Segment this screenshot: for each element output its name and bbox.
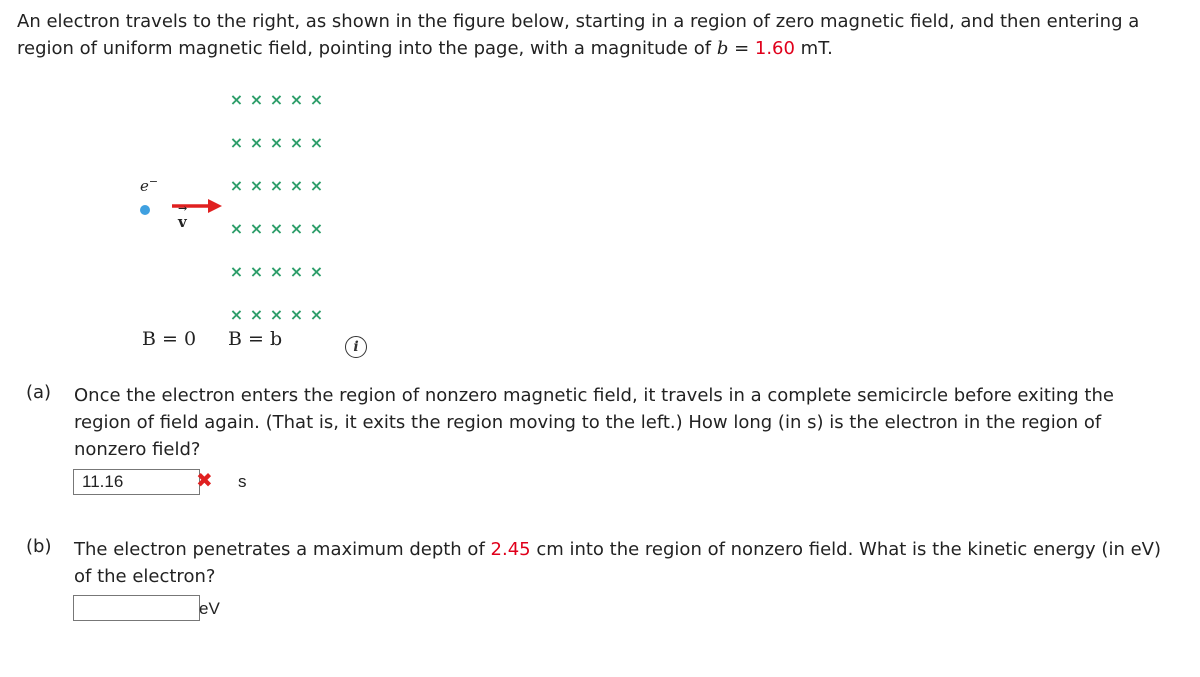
field-into-page-icon: × [289,262,307,281]
field-into-page-icon: × [249,305,267,324]
problem-intro [17,8,1192,62]
field-into-page-icon: × [309,90,327,109]
field-into-page-icon: × [229,219,247,238]
part-b-label: (b) [26,536,52,557]
field-into-page-icon: × [309,133,327,152]
part-a-answer-input[interactable]: 11.16 [73,469,200,495]
velocity-label: → v [178,202,188,231]
field-into-page-icon: × [269,133,287,152]
equals-sign: = [728,38,755,59]
left-region-label: B = 0 [142,328,197,350]
field-into-page-icon: × [309,305,327,324]
intro-text: An electron travels to the right, as shown in the figure below, starting in a region of zero magnetic field, and then entering a region of uniform magnetic field, pointing into the page, with a magnitude of [17,11,1140,59]
part-b-unit: eV [199,599,220,618]
part-a-question: Once the electron enters the region of nonzero magnetic field, it travels in a complete semicircle before exiting the region of field again. (That is, it exits the region moving to the left.) How long (in s) is the electron in the region of nonzero field? [74,385,1114,460]
field-into-page-icon: × [249,133,267,152]
field-into-page-icon: × [229,262,247,281]
info-icon[interactable]: i [345,336,367,358]
field-into-page-icon: × [229,90,247,109]
part-a-label: (a) [26,382,52,403]
field-into-page-icon: × [229,305,247,324]
field-into-page-icon: × [289,176,307,195]
field-into-page-icon: × [309,219,327,238]
part-b-answer-input[interactable] [73,595,200,621]
part-a-unit: s [238,472,247,491]
electron-dot [140,205,150,215]
field-into-page-icon: × [229,133,247,152]
field-into-page-icon: × [289,219,307,238]
field-into-page-icon: × [249,262,267,281]
field-into-page-icon: × [229,176,247,195]
problem-figure [130,85,510,360]
field-into-page-icon: × [309,176,327,195]
b-unit: mT. [794,38,833,59]
field-into-page-icon: × [249,176,267,195]
field-into-page-icon: × [289,305,307,324]
field-into-page-icon: × [309,262,327,281]
electron-label: e− [140,175,159,195]
field-row [228,91,328,134]
b-symbol: b [716,38,729,59]
field-row [228,263,328,306]
field-into-page-icon: × [249,219,267,238]
field-into-page-icon: × [269,305,287,324]
field-into-page-icon: × [289,90,307,109]
field-into-page-icon: × [269,176,287,195]
field-into-page-icon: × [269,219,287,238]
field-into-page-icon: × [269,90,287,109]
right-region-label: B = b [228,328,283,350]
depth-value: 2.45 [490,539,531,560]
field-into-page-icon: × [289,133,307,152]
incorrect-icon: ✖ [196,468,213,492]
field-row [228,177,328,220]
b-value: 1.60 [754,38,795,59]
field-row [228,134,328,177]
field-row [228,220,328,263]
magnetic-field-grid [228,91,328,349]
field-into-page-icon: × [269,262,287,281]
field-into-page-icon: × [249,90,267,109]
part-b-question: The electron penetrates a maximum depth of 2.45 cm into the region of nonzero field. What is the kinetic energy (in eV) of the electron? [74,539,1161,587]
